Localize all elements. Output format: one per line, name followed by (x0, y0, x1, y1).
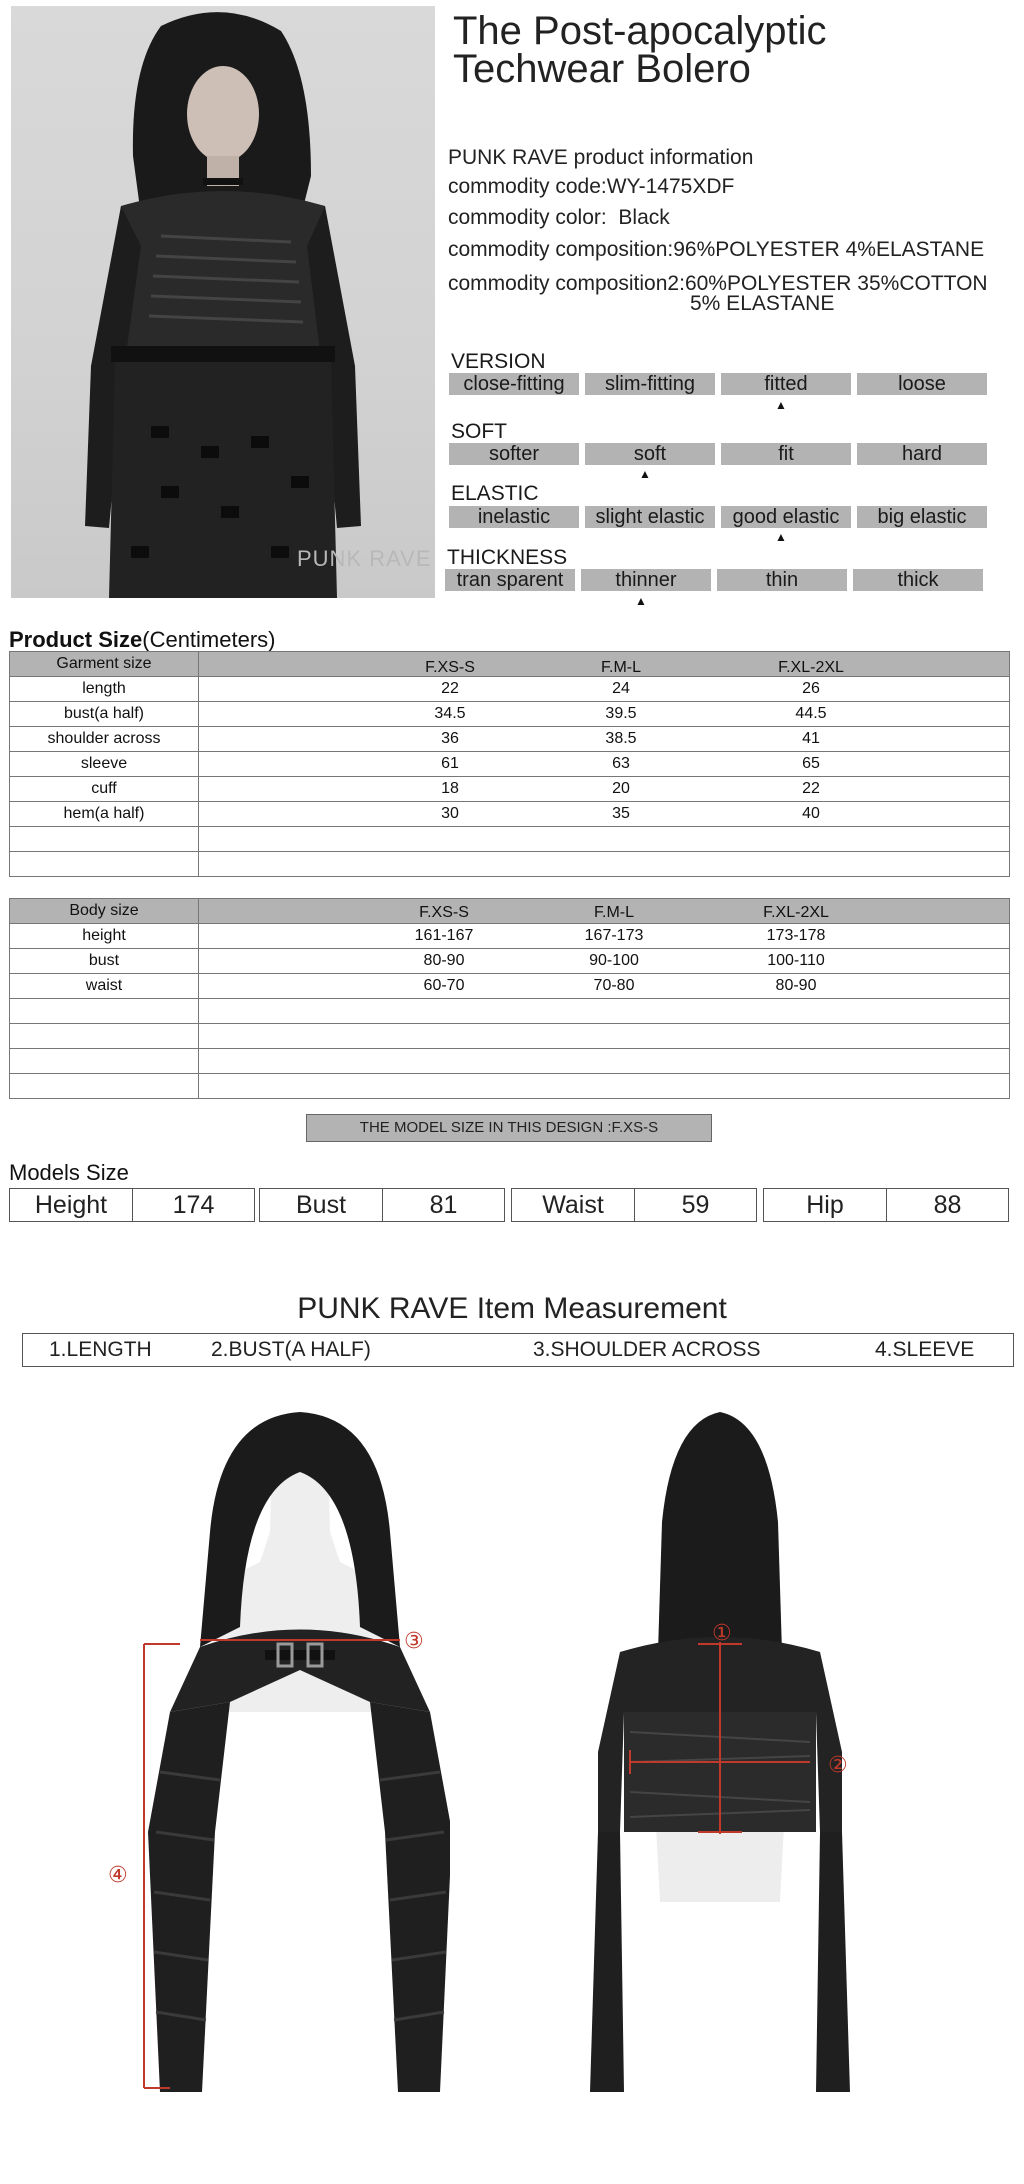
model-size-note: THE MODEL SIZE IN THIS DESIGN :F.XS-S (306, 1114, 712, 1142)
soft-label: SOFT (451, 420, 507, 443)
thickness-label: THICKNESS (447, 546, 568, 569)
garment-size-table (9, 651, 1010, 877)
version-option: slim-fitting (585, 373, 715, 395)
commodity-composition (448, 238, 984, 262)
model-bust (259, 1188, 505, 1222)
size-label: F.XL-2XL (778, 659, 844, 676)
cell-value: 36 (441, 730, 459, 747)
thickness-scale (445, 569, 983, 591)
size-label: F.XL-2XL (763, 904, 829, 921)
model-key: Bust (260, 1189, 383, 1221)
watermark: PUNK RAVE (297, 546, 432, 571)
marker-3: ③ (404, 1628, 424, 1653)
empty-row (10, 1074, 1010, 1099)
cell-value: 24 (612, 680, 630, 697)
thickness-option: thin (717, 569, 847, 591)
empty-row (10, 1049, 1010, 1074)
cell-value: 63 (612, 755, 630, 772)
table-header (10, 652, 1010, 677)
garment-back (580, 1412, 860, 2092)
product-size-unit: (Centimeters) (142, 627, 276, 652)
cell-value: 40 (802, 805, 820, 822)
garment-size-header: Garment size (10, 652, 199, 677)
row-label: shoulder across (10, 727, 199, 752)
version-option: close-fitting (449, 373, 579, 395)
elastic-option: good elastic (721, 506, 851, 528)
cell-value: 61 (441, 755, 459, 772)
body-size-table (9, 898, 1010, 1099)
row-label: height (10, 924, 199, 949)
elastic-scale (449, 506, 987, 528)
cell-value: 22 (441, 680, 459, 697)
color-value: Black (618, 206, 670, 229)
model-photo (11, 6, 435, 598)
model-height (9, 1188, 255, 1222)
comp1-value: 96%POLYESTER 4%ELASTANE (673, 238, 985, 261)
cell-value: 173-178 (766, 927, 826, 944)
version-option: loose (857, 373, 987, 395)
measure-item: 3.SHOULDER ACROSS (533, 1338, 761, 1361)
thickness-option: thick (853, 569, 983, 591)
elastic-option: inelastic (449, 506, 579, 528)
cell-value: 80-90 (775, 977, 817, 994)
cell-value: 22 (802, 780, 820, 797)
code-value: WY-1475XDF (606, 175, 735, 198)
marker-2: ② (828, 1752, 848, 1777)
table-row (10, 752, 1010, 777)
version-label: VERSION (451, 350, 546, 373)
cell-value: 39.5 (605, 705, 637, 722)
size-columns (199, 899, 1010, 924)
soft-option: soft (585, 443, 715, 465)
table-row (10, 727, 1010, 752)
model-value: 88 (933, 1191, 962, 1219)
marker-1: ① (712, 1620, 732, 1645)
elastic-option: slight elastic (585, 506, 715, 528)
comp2-value-line2: 5% ELASTANE (690, 292, 835, 315)
product-title-line1: The Post-apocalyptic (453, 9, 827, 53)
product-size-title (9, 627, 276, 653)
size-label: F.XS-S (425, 659, 475, 676)
cell-value: 18 (441, 780, 459, 797)
cell-value: 80-90 (423, 952, 465, 969)
model-key: Waist (512, 1189, 635, 1221)
cell-value: 20 (612, 780, 630, 797)
models-size-title: Models Size (9, 1160, 129, 1185)
measure-item: 2.BUST(A HALF) (211, 1338, 371, 1361)
color-label: commodity color: (448, 206, 607, 229)
thickness-option: tran sparent (445, 569, 575, 591)
garment-front (140, 1412, 450, 2092)
row-label: cuff (10, 777, 199, 802)
product-size-heading: Product Size (9, 627, 143, 652)
empty-row (10, 852, 1010, 877)
cell-value: 35 (612, 805, 630, 822)
table-row (10, 777, 1010, 802)
version-scale (449, 373, 987, 395)
table-row (10, 677, 1010, 702)
comp1-label: commodity composition: (448, 238, 674, 261)
measure-item: 1.LENGTH (49, 1338, 152, 1361)
marker-4: ④ (108, 1862, 128, 1887)
measure-item: 4.SLEEVE (875, 1338, 975, 1361)
table-row (10, 924, 1010, 949)
row-label: waist (10, 974, 199, 999)
size-columns (199, 652, 1010, 677)
model-waist (511, 1188, 757, 1222)
elastic-marker: ▲ (775, 530, 787, 544)
elastic-label: ELASTIC (451, 482, 539, 505)
soft-option: hard (857, 443, 987, 465)
model-illustration (11, 6, 435, 598)
soft-option: softer (449, 443, 579, 465)
cell-value: 30 (441, 805, 459, 822)
product-title-line2: Techwear Bolero (453, 47, 751, 91)
cell-value: 70-80 (593, 977, 635, 994)
model-value: 174 (172, 1191, 215, 1219)
cell-value: 60-70 (423, 977, 465, 994)
cell-value: 167-173 (584, 927, 644, 944)
model-key: Height (10, 1189, 133, 1221)
elastic-option: big elastic (857, 506, 987, 528)
cell-value: 100-110 (767, 952, 825, 969)
commodity-code (448, 175, 734, 199)
cell-value: 90-100 (589, 952, 639, 969)
thickness-marker: ▲ (635, 594, 647, 608)
row-label: bust(a half) (10, 702, 199, 727)
row-label: bust (10, 949, 199, 974)
code-label: commodity code: (448, 175, 607, 198)
row-label: sleeve (10, 752, 199, 777)
body-size-header: Body size (10, 899, 199, 924)
size-label: F.M-L (594, 904, 634, 921)
model-key: Hip (764, 1189, 887, 1221)
garment-back-illustration (580, 1412, 860, 2092)
cell-value: 161-167 (414, 927, 474, 944)
table-row (10, 949, 1010, 974)
model-value: 59 (681, 1191, 710, 1219)
cell-value: 65 (802, 755, 820, 772)
size-label: F.XS-S (419, 904, 469, 921)
comp2-label: commodity composition2: (448, 272, 685, 295)
empty-row (10, 1024, 1010, 1049)
soft-marker: ▲ (639, 467, 651, 481)
row-label: hem(a half) (10, 802, 199, 827)
garment-front-illustration (140, 1412, 450, 2092)
comp2-value-line1: 60%POLYESTER 35%COTTON (684, 272, 988, 295)
row-label: length (10, 677, 199, 702)
version-marker: ▲ (775, 398, 787, 412)
version-option: fitted (721, 373, 851, 395)
soft-option: fit (721, 443, 851, 465)
measurement-legend (22, 1333, 1014, 1367)
model-hip (763, 1188, 1009, 1222)
table-row (10, 802, 1010, 827)
table-row (10, 974, 1010, 999)
cell-value: 26 (802, 680, 820, 697)
soft-scale (449, 443, 987, 465)
thickness-option: thinner (581, 569, 711, 591)
commodity-color (448, 206, 670, 230)
info-heading: PUNK RAVE product information (448, 146, 754, 169)
empty-row (10, 827, 1010, 852)
table-header (10, 899, 1010, 924)
table-row (10, 702, 1010, 727)
cell-value: 34.5 (434, 705, 466, 722)
model-value: 81 (429, 1191, 458, 1219)
cell-value: 41 (802, 730, 820, 747)
size-label: F.M-L (601, 659, 641, 676)
empty-row (10, 999, 1010, 1024)
cell-value: 44.5 (795, 705, 827, 722)
cell-value: 38.5 (605, 730, 637, 747)
measurement-title: PUNK RAVE Item Measurement (297, 1292, 727, 1325)
